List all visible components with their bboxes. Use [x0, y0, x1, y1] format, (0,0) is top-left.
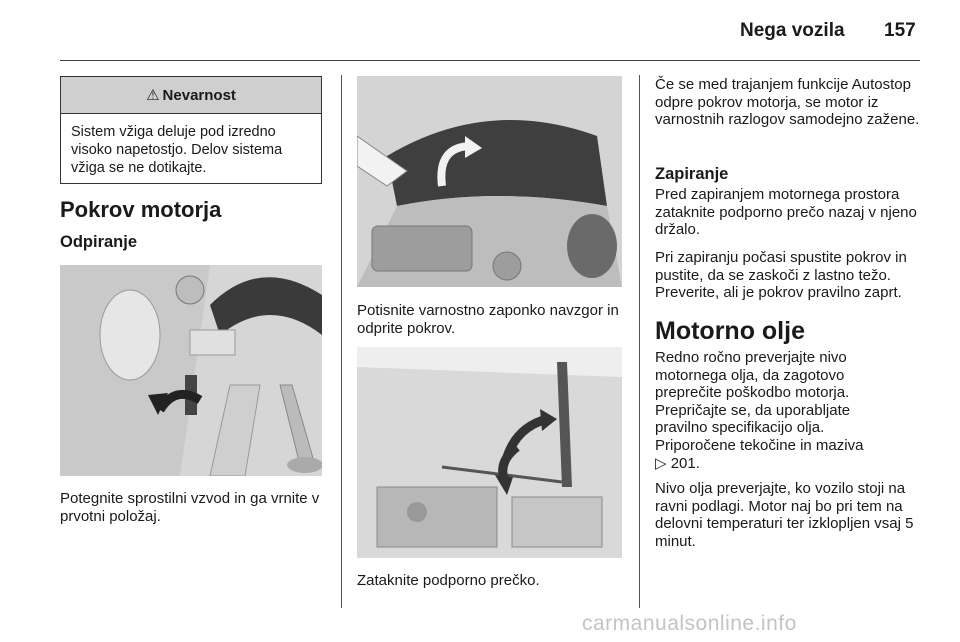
danger-notice-title: Nevarnost — [162, 86, 236, 104]
danger-notice — [60, 76, 322, 184]
header-rule — [60, 60, 920, 61]
subheading-closing: Zapiranje — [655, 165, 729, 183]
oil-line: Redno ročno preverjajte nivo — [655, 349, 847, 366]
closing-paragraph-1: Pred zapiranjem motornega prostora zataknite podporno prečo nazaj v njeno držalo. — [655, 186, 917, 239]
watermark: carmanualsonline.info — [582, 612, 797, 635]
danger-notice-text: Sistem vžiga deluje pod izredno visoko napetostjo. Delov sistema vžiga se ne dotikajte. — [71, 124, 283, 176]
release-lever-illustration — [60, 265, 322, 476]
hood-safety-catch-illustration — [357, 76, 622, 287]
section-heading-hood: Pokrov motorja — [60, 197, 222, 222]
caption-safety-catch: Potisnite varnostno zaponko navzgor in odprite pokrov. — [357, 302, 619, 337]
subheading-opening: Odpiranje — [60, 233, 138, 251]
page-reference-arrow-icon: ▷ — [655, 454, 667, 472]
oil-line: motornega olja, da zagotovo — [655, 366, 845, 384]
warning-triangle-icon: ⚠ — [146, 87, 160, 104]
caption-support-rod: Zataknite podporno prečko. — [357, 572, 540, 589]
column-divider-1 — [341, 75, 342, 608]
oil-line: Priporočene tekočine in maziva — [655, 436, 864, 454]
oil-line: pravilno specifikacijo olja. — [655, 419, 825, 437]
caption-release-lever: Potegnite sprostilni vzvod in ga vrnite v prvotni položaj. — [60, 490, 320, 525]
support-rod-illustration — [357, 347, 622, 558]
column-divider-2 — [639, 75, 640, 608]
page-reference[interactable] — [655, 455, 931, 473]
autostop-paragraph: Če se med trajanjem funkcije Autostop odpre pokrov motorja, se motor iz varnostnih razlogov samodejno zažene. — [655, 76, 920, 129]
page-number: 157 — [884, 20, 916, 41]
oil-line: Prepričajte se, da uporabljate — [655, 401, 851, 419]
section-heading-engine-oil: Motorno olje — [655, 317, 805, 345]
engine-oil-paragraph-1 — [655, 349, 931, 472]
closing-paragraph-2: Pri zapiranju počasi spustite pokrov in pustite, da se zaskoči z lastno težo. Preverite, ali je pokrov pravilno zaprt. — [655, 249, 907, 302]
running-header-title: Nega vozila — [740, 20, 845, 41]
engine-oil-paragraph-2: Nivo olja preverjajte, ko vozilo stoji na ravni podlagi. Motor naj bo pri tem na delovni temperaturi ter izklopljen vsaj 5 minut. — [655, 480, 914, 550]
page-reference-number: 201. — [670, 454, 700, 472]
danger-notice-header — [61, 77, 321, 114]
oil-line: preprečite poškodbo motorja. — [655, 384, 850, 402]
